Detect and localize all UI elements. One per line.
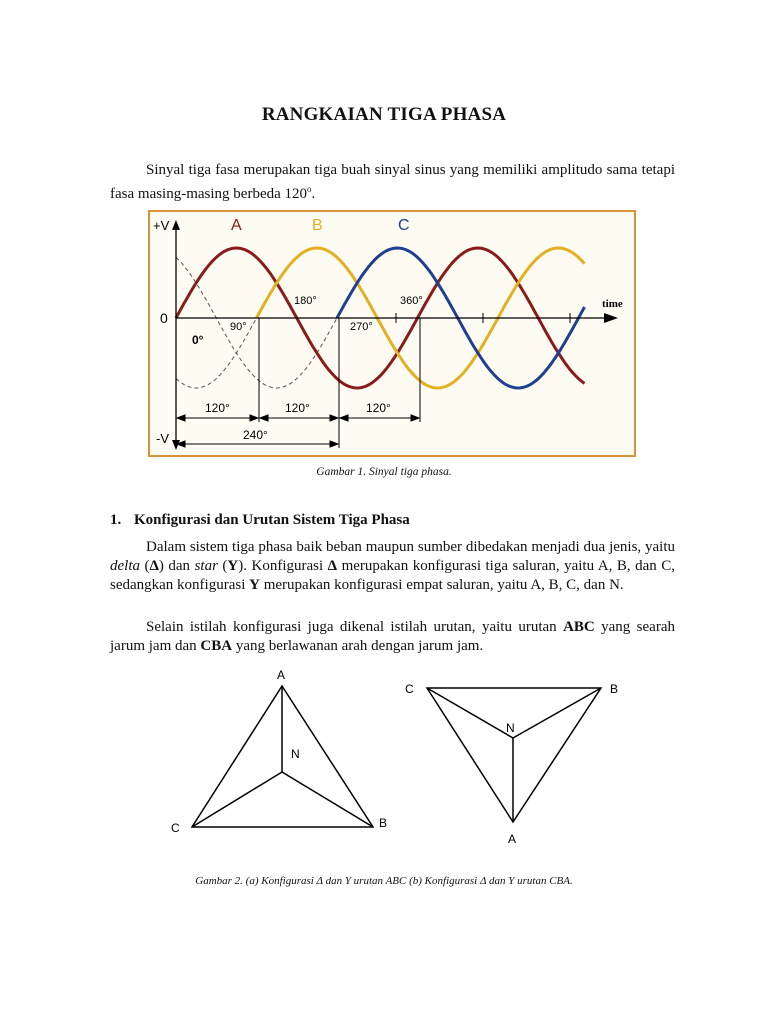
node-label-b2: B [610,682,619,696]
node-label-n: N [291,747,300,761]
node-label-a2: A [508,832,517,846]
node-label-a: A [277,668,286,682]
y-neg-label: -V [156,431,169,446]
cba-term: CBA [200,638,233,654]
intro-end: . [311,186,316,202]
diagram-abc [192,686,373,827]
interval-label-3: 120° [366,401,391,415]
figure2-caption: Gambar 2. (a) Konfigurasi Δ dan Y urutan ABC (b) Konfigurasi Δ dan Y urutan CBA. [195,875,573,887]
text-run: merupakan konfigurasi empat saluran, yaitu A, B, C, dan N. [259,577,624,593]
angle-label-0: 0° [192,333,204,347]
three-phase-signal-chart [148,210,636,457]
text-run: merupakan konfigurasi tiga saluran, yaitu A, B, dan C, sedangkan konfigurasi [110,558,675,593]
diagram-cba [427,688,601,822]
delta-symbol: Δ [327,558,338,574]
wye-branch-c [192,772,282,827]
text-run: Selain istilah konfigurasi juga dikenal istilah urutan, yaitu urutan [146,619,564,635]
node-label-c2: C [405,682,414,696]
abc-term: ABC [563,619,595,635]
page-title: RANGKAIAN TIGA PHASA [261,104,507,125]
angle-label-90: 90° [230,321,247,333]
section-title: Konfigurasi dan Urutan Sistem Tiga Phasa [134,512,410,528]
intro-paragraph [110,161,675,204]
delta-symbol: Δ [149,558,159,574]
section-number: 1. [110,512,122,528]
interval-label-240: 240° [243,428,268,442]
angle-label-180: 180° [294,295,317,307]
node-label-c: C [171,821,180,835]
degree-superscript: o [307,184,312,194]
interval-label-1: 120° [205,401,230,415]
delta-word: delta [110,558,140,574]
text-run: ( [140,558,150,574]
delta-wye-diagrams [160,666,630,850]
sequence-paragraph [110,618,675,656]
text-run: ( [217,558,228,574]
figure1-caption: Gambar 1. Sinyal tiga phasa. [316,466,452,478]
text-run: ) dan [158,558,195,574]
delta-triangle-cba [427,688,601,822]
text-run: yang searah jarum jam dan [110,619,675,654]
text-run: Dalam sistem tiga phasa baik beban maupun sumber dibedakan menjadi dua jenis, yaitu [146,539,675,555]
y-symbol: Y [249,577,260,593]
series-label-c: C [398,217,410,234]
star-word: star [194,558,218,574]
wye-branch-b [282,772,373,827]
series-label-b: B [312,217,323,234]
node-label-n2: N [506,721,515,735]
config-paragraph [110,538,675,595]
wye-branch-b2 [513,688,601,738]
node-label-b: B [379,816,388,830]
section-heading [110,512,410,529]
y-pos-label: +V [153,218,170,233]
zero-label: 0 [160,310,168,326]
text-run: yang berlawanan arah dengan jarum jam. [232,638,484,654]
y-symbol: Y [227,558,239,574]
x-axis-label: time [602,298,623,310]
angle-label-270: 270° [350,321,373,333]
text-run: ). Konfigurasi [238,558,328,574]
series-label-a: A [231,217,242,234]
wye-branch-c2 [427,688,513,738]
intro-text: Sinyal tiga fasa merupakan tiga buah sinyal sinus yang memiliki amplitudo sama tetapi fasa masing-masing berbeda 120 [110,162,675,202]
interval-label-2: 120° [285,401,310,415]
angle-label-360: 360° [400,295,423,307]
